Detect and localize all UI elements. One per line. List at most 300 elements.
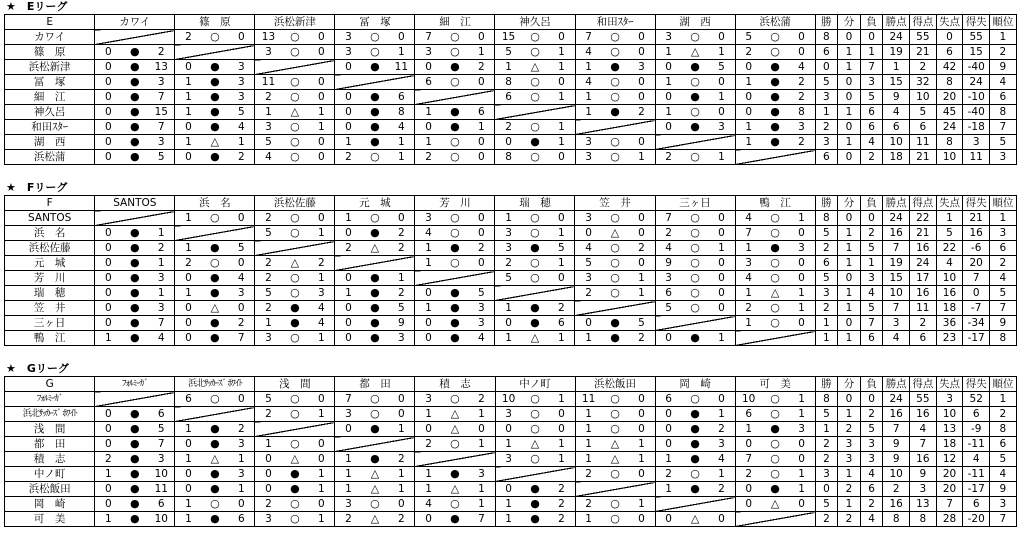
team-row: [5, 120, 1017, 135]
match-result-mark: ●: [442, 120, 469, 135]
stat-wins: 2: [815, 301, 838, 316]
match-goals-for: 3: [415, 211, 442, 226]
stat-draws: 3: [838, 452, 861, 467]
team-row: [5, 135, 1017, 150]
match-goals-for: 0: [335, 271, 362, 286]
match-result-mark: ●: [362, 120, 389, 135]
match-result-mark: ●: [522, 241, 549, 256]
stat-draws: 0: [838, 30, 861, 45]
match-result-mark: ●: [522, 301, 549, 316]
match-goals-against: 11: [148, 482, 175, 497]
match-result-mark: △: [602, 452, 629, 467]
match-result-mark: ○: [682, 286, 709, 301]
column-team-header: 浜松蒲: [735, 15, 815, 30]
stat-goal-difference: -20: [963, 512, 990, 527]
match-result-mark: ○: [202, 30, 229, 45]
stat-goals-conceded: 7: [936, 497, 963, 512]
row-team-name: 瑞 穂: [5, 286, 95, 301]
match-goals-against: 3: [388, 331, 415, 346]
match-goals-for: 0: [95, 286, 122, 301]
stat-points: 8: [883, 512, 910, 527]
match-goals-against: 3: [788, 241, 815, 256]
match-result-mark: △: [522, 331, 549, 346]
stat-points: 9: [883, 90, 910, 105]
stat-losses: 2: [860, 497, 883, 512]
stat-header: 得点: [910, 15, 937, 30]
stat-rank: 8: [990, 422, 1017, 437]
row-team-name: 和田ｽﾀｰ: [5, 120, 95, 135]
match-goals-for: 5: [255, 226, 282, 241]
match-goals-against: 2: [548, 482, 575, 497]
match-goals-against: 1: [628, 452, 655, 467]
stat-points: 24: [883, 392, 910, 407]
match-result-mark: ●: [202, 512, 229, 527]
column-team-header: 都 田: [335, 377, 415, 392]
match-goals-for: 0: [95, 90, 122, 105]
match-result-mark: ○: [682, 75, 709, 90]
row-team-name: 浜 名: [5, 226, 95, 241]
match-goals-against: 2: [388, 286, 415, 301]
match-goals-against: 3: [228, 60, 255, 75]
match-result-mark: ●: [762, 241, 789, 256]
match-result-mark: ●: [762, 120, 789, 135]
match-goals-against: 0: [628, 226, 655, 241]
match-goals-for: 0: [335, 301, 362, 316]
match-goals-against: 0: [548, 30, 575, 45]
match-result-mark: ●: [682, 120, 709, 135]
match-goals-against: 0: [548, 211, 575, 226]
match-goals-against: 1: [708, 241, 735, 256]
match-goals-against: 2: [228, 316, 255, 331]
team-row: [5, 407, 1017, 422]
match-goals-for: 1: [575, 512, 602, 527]
stat-draws: 0: [838, 75, 861, 90]
match-goals-against: 5: [388, 301, 415, 316]
match-goals-for: 15: [495, 30, 522, 45]
match-goals-for: 0: [735, 105, 762, 120]
row-team-name: 都 田: [5, 437, 95, 452]
stat-header: 勝点: [883, 377, 910, 392]
match-result-mark: ○: [602, 45, 629, 60]
match-goals-for: 1: [575, 422, 602, 437]
match-goals-against: 0: [228, 497, 255, 512]
match-goals-for: 0: [335, 105, 362, 120]
stat-rank: 8: [990, 105, 1017, 120]
self-match-cell: [415, 452, 495, 467]
stat-wins: 5: [815, 75, 838, 90]
match-goals-against: 0: [628, 512, 655, 527]
match-goals-against: 1: [628, 286, 655, 301]
match-goals-for: 3: [335, 30, 362, 45]
stat-header: 得失: [963, 377, 990, 392]
match-goals-for: 2: [175, 256, 202, 271]
results-table: [4, 195, 1017, 346]
self-match-cell: [175, 226, 255, 241]
stat-goals-scored: 55: [910, 392, 937, 407]
stat-goals-scored: 24: [909, 256, 936, 271]
match-result-mark: ●: [121, 452, 148, 467]
match-goals-for: 11: [255, 75, 282, 90]
match-goals-for: 1: [575, 331, 602, 346]
match-goals-against: 0: [468, 226, 495, 241]
match-result-mark: ●: [202, 482, 229, 497]
match-goals-for: 3: [495, 452, 522, 467]
match-goals-against: 1: [388, 467, 415, 482]
match-goals-against: 1: [788, 407, 815, 422]
self-match-cell: [495, 105, 575, 120]
match-result-mark: ○: [282, 150, 309, 165]
match-result-mark: ●: [282, 482, 309, 497]
match-goals-against: 0: [788, 226, 815, 241]
team-row: [5, 30, 1017, 45]
match-goals-for: 0: [655, 512, 682, 527]
stat-rank: 5: [990, 452, 1017, 467]
match-goals-against: 1: [548, 120, 575, 135]
match-result-mark: ●: [522, 497, 549, 512]
stat-losses: 4: [860, 135, 883, 150]
league-title: ★ Fリーグ: [6, 181, 68, 194]
match-goals-against: 0: [628, 256, 655, 271]
stat-goal-difference: 52: [963, 392, 990, 407]
match-result-mark: ○: [522, 45, 549, 60]
match-goals-for: 1: [175, 286, 202, 301]
stat-rank: 8: [990, 331, 1017, 346]
stat-draws: 1: [838, 331, 861, 346]
match-goals-for: 1: [495, 301, 522, 316]
match-goals-for: 7: [735, 226, 762, 241]
match-goals-for: 7: [575, 30, 602, 45]
match-goals-against: 0: [708, 256, 735, 271]
match-goals-for: 5: [495, 45, 522, 60]
match-goals-for: 1: [335, 211, 362, 226]
match-goals-for: 2: [575, 467, 602, 482]
match-result-mark: ○: [682, 271, 709, 286]
match-goals-against: 1: [548, 256, 575, 271]
row-team-name: SANTOS: [5, 211, 95, 226]
match-goals-against: 6: [468, 105, 495, 120]
match-goals-against: 3: [148, 135, 175, 150]
match-goals-against: 1: [548, 45, 575, 60]
match-result-mark: ●: [121, 120, 148, 135]
match-goals-for: 1: [415, 241, 442, 256]
match-goals-for: 0: [335, 90, 362, 105]
match-goals-for: 1: [415, 467, 442, 482]
match-goals-for: 4: [575, 45, 602, 60]
match-goals-for: 1: [575, 407, 602, 422]
match-goals-for: 0: [175, 301, 202, 316]
match-goals-for: 4: [655, 241, 682, 256]
self-match-cell: [255, 60, 335, 75]
match-goals-for: 1: [495, 497, 522, 512]
row-team-name: 浜松飯田: [5, 482, 95, 497]
match-result-mark: ○: [682, 30, 709, 45]
self-match-cell: [415, 271, 495, 286]
match-result-mark: ○: [282, 512, 309, 527]
match-goals-against: 0: [548, 422, 575, 437]
match-goals-for: 2: [175, 30, 202, 45]
stat-goals-scored: 5: [910, 105, 937, 120]
match-result-mark: ●: [202, 60, 229, 75]
stat-losses: 5: [860, 241, 883, 256]
match-goals-for: 0: [95, 241, 122, 256]
match-result-mark: ●: [121, 105, 148, 120]
stat-points: 19: [883, 256, 910, 271]
stat-draws: 0: [838, 120, 861, 135]
match-goals-against: 2: [228, 422, 255, 437]
match-goals-against: 1: [788, 392, 815, 407]
column-team-header: 神久呂: [495, 15, 575, 30]
match-result-mark: ●: [682, 452, 709, 467]
match-result-mark: ●: [442, 241, 469, 256]
match-result-mark: ○: [682, 256, 709, 271]
self-match-cell: [655, 135, 735, 150]
match-goals-for: 1: [495, 331, 522, 346]
match-goals-against: 3: [148, 75, 175, 90]
match-result-mark: ●: [121, 482, 148, 497]
match-result-mark: ○: [282, 135, 309, 150]
match-goals-for: 6: [495, 90, 522, 105]
match-goals-for: 13: [255, 30, 282, 45]
match-goals-against: 0: [388, 392, 415, 407]
match-result-mark: ●: [121, 301, 148, 316]
column-team-header: 湖 西: [655, 15, 735, 30]
match-goals-against: 0: [788, 30, 815, 45]
match-goals-against: 1: [308, 467, 335, 482]
stat-goals-conceded: 18: [936, 437, 963, 452]
match-goals-against: 2: [708, 482, 735, 497]
stat-rank: 4: [990, 271, 1017, 286]
stat-rank: 7: [990, 512, 1017, 527]
self-match-cell: [335, 437, 415, 452]
stat-points: 4: [883, 105, 910, 120]
stat-draws: 0: [838, 150, 861, 165]
match-result-mark: ●: [121, 135, 148, 150]
match-goals-against: 4: [388, 120, 415, 135]
stat-header: 勝: [815, 377, 838, 392]
stat-draws: 1: [838, 60, 861, 75]
match-goals-against: 1: [548, 90, 575, 105]
match-goals-against: 4: [308, 301, 335, 316]
self-match-cell: [655, 316, 735, 331]
stat-points: 10: [883, 135, 910, 150]
match-goals-against: 1: [628, 150, 655, 165]
stat-draws: 3: [838, 437, 861, 452]
match-goals-against: 5: [468, 286, 495, 301]
stat-draws: 1: [838, 226, 861, 241]
match-goals-for: 1: [415, 135, 442, 150]
match-result-mark: ○: [522, 90, 549, 105]
row-team-name: 篠 原: [5, 45, 95, 60]
match-result-mark: △: [362, 241, 389, 256]
match-goals-against: 3: [228, 286, 255, 301]
match-goals-for: 1: [575, 437, 602, 452]
match-goals-against: 1: [308, 120, 335, 135]
match-result-mark: ○: [762, 467, 789, 482]
match-goals-against: 1: [708, 90, 735, 105]
match-goals-against: 2: [628, 241, 655, 256]
match-result-mark: ○: [442, 211, 469, 226]
match-result-mark: △: [762, 497, 789, 512]
match-goals-for: 0: [655, 407, 682, 422]
league-f: [4, 181, 1016, 346]
stat-goal-difference: -11: [963, 467, 990, 482]
match-goals-for: 2: [255, 211, 282, 226]
stat-points: 16: [883, 497, 910, 512]
match-goals-against: 0: [228, 256, 255, 271]
self-match-cell: [575, 120, 655, 135]
match-goals-against: 7: [228, 331, 255, 346]
match-goals-against: 0: [628, 407, 655, 422]
match-result-mark: ○: [362, 150, 389, 165]
match-result-mark: ○: [602, 241, 629, 256]
column-team-header: 笠 井: [575, 196, 655, 211]
match-goals-for: 9: [655, 256, 682, 271]
match-goals-against: 0: [308, 150, 335, 165]
stat-goals-conceded: 10: [936, 271, 963, 286]
match-goals-for: 1: [95, 331, 122, 346]
match-goals-for: 2: [335, 241, 362, 256]
match-goals-against: 3: [228, 437, 255, 452]
match-goals-for: 6: [415, 75, 442, 90]
match-result-mark: ●: [442, 512, 469, 527]
row-team-name: 笠 井: [5, 301, 95, 316]
match-goals-for: 3: [335, 45, 362, 60]
match-goals-against: 7: [148, 120, 175, 135]
match-result-mark: ○: [762, 392, 789, 407]
stat-points: 7: [883, 301, 910, 316]
team-row: [5, 226, 1017, 241]
match-goals-for: 2: [735, 301, 762, 316]
stat-rank: 4: [990, 75, 1017, 90]
stat-goals-conceded: 23: [936, 331, 963, 346]
match-goals-against: 0: [468, 211, 495, 226]
match-goals-for: 5: [255, 135, 282, 150]
match-goals-against: 2: [148, 241, 175, 256]
match-goals-against: 5: [228, 241, 255, 256]
stat-header: 順位: [990, 196, 1017, 211]
match-result-mark: ●: [442, 286, 469, 301]
stat-losses: 4: [860, 512, 883, 527]
stat-goals-scored: 2: [909, 316, 936, 331]
match-goals-against: 3: [708, 120, 735, 135]
self-match-cell: [575, 301, 655, 316]
match-result-mark: △: [682, 45, 709, 60]
match-goals-against: 5: [148, 422, 175, 437]
stat-losses: 3: [860, 271, 883, 286]
match-goals-against: 0: [628, 90, 655, 105]
match-result-mark: ●: [682, 60, 709, 75]
match-goals-for: 0: [175, 482, 202, 497]
match-goals-for: 0: [335, 60, 362, 75]
match-goals-against: 2: [388, 452, 415, 467]
stat-losses: 3: [860, 75, 883, 90]
match-goals-for: 3: [415, 45, 442, 60]
match-result-mark: ●: [762, 105, 789, 120]
stat-wins: 8: [815, 392, 838, 407]
match-goals-against: 1: [388, 135, 415, 150]
stat-wins: 2: [815, 241, 838, 256]
stat-draws: 2: [838, 422, 861, 437]
match-goals-against: 1: [708, 467, 735, 482]
match-goals-against: 0: [228, 211, 255, 226]
match-goals-for: 1: [575, 105, 602, 120]
match-goals-against: 0: [308, 90, 335, 105]
match-goals-against: 8: [788, 105, 815, 120]
match-result-mark: ●: [202, 150, 229, 165]
stat-losses: 0: [860, 392, 883, 407]
match-goals-against: 15: [148, 105, 175, 120]
match-goals-against: 0: [468, 256, 495, 271]
stat-goals-conceded: 1: [936, 211, 963, 226]
stat-losses: 5: [860, 90, 883, 105]
self-match-cell: [95, 30, 175, 45]
stat-points: 16: [883, 407, 910, 422]
match-result-mark: ○: [202, 497, 229, 512]
match-goals-for: 0: [175, 467, 202, 482]
match-goals-for: 0: [175, 271, 202, 286]
stat-losses: 0: [860, 211, 883, 226]
match-goals-against: 10: [148, 467, 175, 482]
match-goals-against: 0: [228, 392, 255, 407]
stat-header: 負: [860, 15, 883, 30]
match-result-mark: ●: [202, 316, 229, 331]
match-goals-for: 0: [95, 482, 122, 497]
match-goals-against: 1: [548, 392, 575, 407]
header-row: [5, 196, 1017, 211]
match-goals-against: 7: [468, 512, 495, 527]
match-goals-for: 2: [255, 407, 282, 422]
match-goals-against: 1: [468, 497, 495, 512]
stat-header: 得点: [909, 196, 936, 211]
header-row: [5, 15, 1017, 30]
match-result-mark: ●: [121, 226, 148, 241]
match-goals-for: 1: [655, 482, 682, 497]
match-goals-against: 1: [388, 45, 415, 60]
stat-rank: 1: [990, 392, 1017, 407]
match-goals-against: 1: [628, 437, 655, 452]
stat-goals-conceded: 16: [936, 286, 963, 301]
match-goals-for: 0: [95, 135, 122, 150]
match-result-mark: ○: [682, 301, 709, 316]
column-team-header: 篠 原: [175, 15, 255, 30]
row-team-name: 湖 西: [5, 135, 95, 150]
stat-losses: 5: [860, 301, 883, 316]
stat-draws: 2: [838, 512, 861, 527]
match-goals-against: 0: [388, 30, 415, 45]
match-result-mark: ●: [202, 286, 229, 301]
stat-draws: 1: [838, 105, 861, 120]
match-goals-against: 0: [468, 30, 495, 45]
match-result-mark: ●: [522, 135, 549, 150]
stat-goal-difference: 55: [963, 30, 990, 45]
match-goals-for: 1: [575, 60, 602, 75]
row-team-name: 鴨 江: [5, 331, 95, 346]
match-goals-for: 0: [575, 316, 602, 331]
match-goals-against: 0: [628, 422, 655, 437]
stat-draws: 0: [838, 316, 861, 331]
match-goals-against: 1: [148, 286, 175, 301]
match-goals-for: 0: [95, 120, 122, 135]
match-result-mark: ●: [282, 316, 309, 331]
match-goals-against: 0: [388, 497, 415, 512]
stat-header: 分: [838, 15, 861, 30]
match-goals-for: 2: [335, 512, 362, 527]
stat-losses: 6: [860, 120, 883, 135]
match-goals-for: 2: [655, 226, 682, 241]
stat-draws: 2: [838, 482, 861, 497]
self-match-cell: [95, 392, 175, 407]
match-goals-against: 0: [788, 256, 815, 271]
